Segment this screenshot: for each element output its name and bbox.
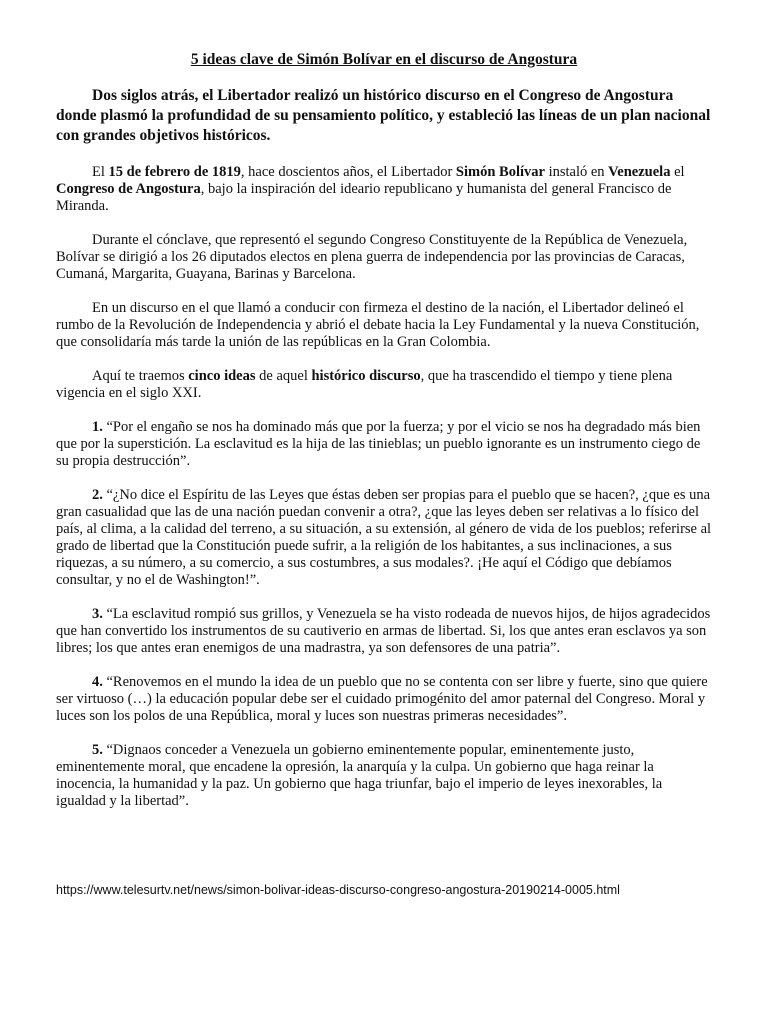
quote-5 xyxy=(56,742,712,810)
lead-paragraph: Dos siglos atrás, el Libertador realizó un histórico discurso en el Congreso de Angostura donde plasmó la profundidad de su pensamiento político, y estableció las líneas de un plan nacional con grandes objetivos históricos. xyxy=(56,87,711,144)
p4-cinco-ideas: cinco ideas xyxy=(188,368,256,384)
p1-text-a: El xyxy=(92,164,109,180)
paragraph-2: Durante el cónclave, que representó el segundo Congreso Constituyente de la República de Venezuela, Bolívar se dirigió a los 26 diputados electos en plena guerra de independencia por las provincias de Caracas, Cumaná, Margarita, Guayana, Barinas y Barcelona. xyxy=(56,232,688,282)
p1-text-e: instaló en xyxy=(544,164,609,180)
p1-text-i: , bajo la inspiración del ideario republicano y humanista del general Francisco de Miranda. xyxy=(56,181,672,214)
source-url[interactable]: https://www.telesurtv.net/news/simon-bolivar-ideas-discurso-congreso-angostura-20190214-0005.html xyxy=(56,883,620,897)
p1-date: 15 de febrero de 1819 xyxy=(108,164,241,180)
paragraph-3: En un discurso en el que llamó a conducir con firmeza el destino de la nación, el Libertador delineó el rumbo de la Revolución de Independencia y abrió el debate hacia la Ley Fundamental y la nueva Constitución, que consolidaría más tarde la unión de las repúblicas en la Gran Colombia. xyxy=(56,300,700,350)
quote-4 xyxy=(56,674,712,725)
quote-text: “Renovemos en el mundo la idea de un pueblo que no se contenta con ser libre y fuerte, sino que quiere ser virtuoso (…) la educación popular debe ser el cuidado primogénito del amor paternal del Congreso. Moral y luces son los polos de una República, moral y luces son nuestras primeras necesidades”. xyxy=(56,674,708,724)
quote-number: 4. xyxy=(92,674,103,690)
p4-text-a: Aquí te traemos xyxy=(92,368,189,384)
quote-text: “Dignaos conceder a Venezuela un gobierno eminentemente popular, eminentemente justo, eminentemente moral, que encadene la opresión, la anarquía y la culpa. Un gobierno que haga reinar la inocencia, la humanidad y la paz. Un gobierno que haga triunfar, bajo el imperio de leyes inexorables, la igualdad y la libertad”. xyxy=(56,742,663,809)
quote-text: “¿No dice el Espíritu de las Leyes que éstas deben ser propias para el pueblo que se hacen?, ¿que es una gran casualidad que las de una nación puedan convenir a otra?, ¿que las leyes deben ser relativas a lo físico del país, al clima, a la calidad del terreno, a su situación, a su extensión, al género de vida de los pueblos; referirse al grado de libertad que la Constitución puede sufrir, a la religión de los habitantes, a sus inclinaciones, a sus riquezas, a su número, a su comercio, a sus costumbres, a sus modales?. ¡He aquí el Código que debíamos consultar, y no el de Washington!”. xyxy=(56,487,712,588)
quote-3 xyxy=(56,606,712,657)
p1-congreso: Congreso de Angostura xyxy=(56,181,201,197)
quote-number: 3. xyxy=(92,606,103,622)
paragraph-1 xyxy=(56,164,712,215)
quote-number: 2. xyxy=(92,487,103,503)
p1-venezuela: Venezuela xyxy=(608,164,671,180)
quote-1 xyxy=(56,419,712,470)
quote-number: 5. xyxy=(92,742,103,758)
p1-text-g: el xyxy=(670,164,685,180)
quote-number: 1. xyxy=(92,419,103,435)
p4-historico: histórico discurso xyxy=(311,368,421,384)
p1-text-c: , hace doscientos años, el Libertador xyxy=(240,164,456,180)
paragraph-4 xyxy=(56,368,712,402)
quote-text: “Por el engaño se nos ha dominado más que por la fuerza; y por el vicio se nos ha degradado más bien que por la superstición. La esclavitud es la hija de las tinieblas; un pueblo ignorante es un instrumento ciego de su propia destrucción”. xyxy=(56,419,701,469)
p1-bolivar: Simón Bolívar xyxy=(455,164,545,180)
page-title: 5 ideas clave de Simón Bolívar en el discurso de Angostura xyxy=(190,51,578,68)
p4-text-c: de aquel xyxy=(255,368,312,384)
p4-text-e: , que ha trascendido el tiempo y tiene plena vigencia en el siglo XXI. xyxy=(56,368,673,401)
quote-text: “La esclavitud rompió sus grillos, y Venezuela se ha visto rodeada de nuevos hijos, de hijos agradecidos que han convertido los instrumentos de su cautiverio en armas de libertad. Si, los que antes eran esclavos ya son libres; los que antes eran enemigos de una madrastra, ya son defensores de una patria”. xyxy=(56,606,711,656)
quote-2 xyxy=(56,487,712,589)
